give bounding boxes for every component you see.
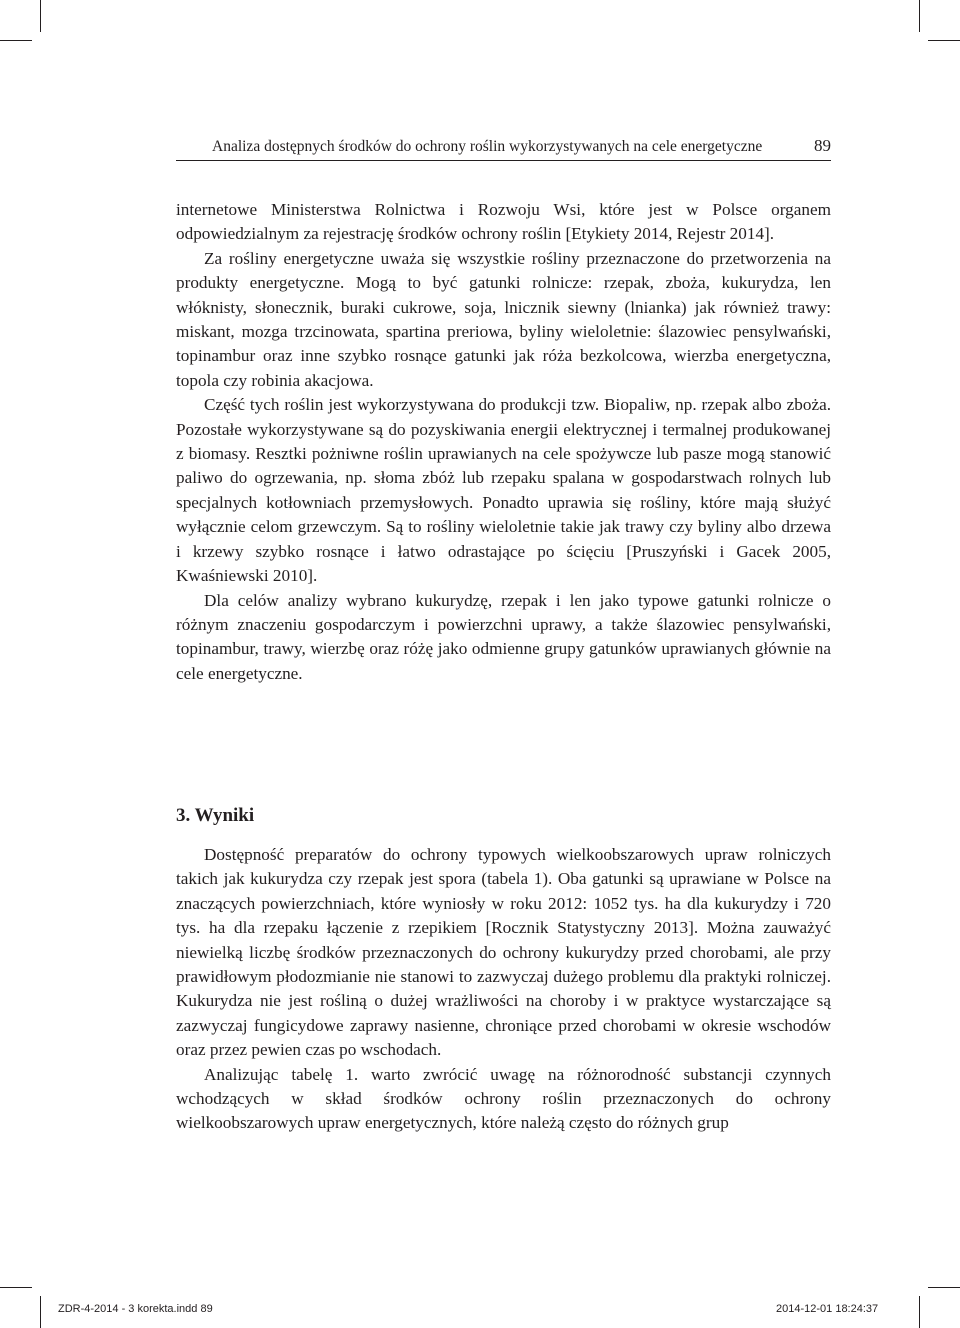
crop-mark — [919, 0, 920, 32]
paragraph: Dla celów analizy wybrano kukurydzę, rzepak i len jako typowe gatunki rolnicze o różnym znaczeniu gospodarczym i powierzchni uprawy, a także ślazowiec pensylwański, topinambur, trawy, wierzbę oraz różę jako odmienne grupy gatunków uprawianych głównie na cele energetyczne. — [176, 590, 831, 683]
crop-mark — [0, 1287, 32, 1288]
paragraph: Za rośliny energetyczne uważa się wszystkie rośliny przeznaczone do przetworzenia na produkty energetyczne. Mogą to być gatunki rolnicze: rzepak, zboża, kukurydza, len włóknisty, słonecznik, buraki cukrowe, soja, lnicznik siewny (lnianka) jak również trawy: miskant, mozga trzcinowata, spartina preriowa, byliny wieloletnie: ślazowiec pensylwański, topinambur oraz inne szybko rosnące gatunki jak róża bezkolcowa, wierzba energetyczna, topola czy robinia akacjowa. — [176, 248, 831, 390]
paragraph: internetowe Ministerstwa Rolnictwa i Rozwoju Wsi, które jest w Polsce organem odpowiedzialnym za rejestrację środków ochrony roślin [Etykiety 2014, Rejestr 2014]. — [176, 200, 831, 244]
running-header — [176, 136, 831, 161]
section-heading: 3. Wyniki — [176, 805, 255, 826]
crop-mark — [928, 40, 960, 41]
crop-mark — [0, 40, 32, 41]
paragraph: Część tych roślin jest wykorzystywana do produkcji tzw. Biopaliw, np. rzepak albo zboża. Pozostałe wykorzystywane są do pozyskiwania energii elektrycznej i termalnej produkowanej z biomasy. Resztki pożniwne roślin uprawianych na cele spożywcze lub pasze mogą stanowić paliwo do ogrzewania, np. słoma zbóż lub rzepaku spalana w gospodarstwach rolnych lub specjalnych kotłowniach przemysłowych. Ponadto uprawia się rośliny, które mają służyć wyłącznie celom grzewczym. Są to rośliny wieloletnie takie jak trawy czy byliny albo drzewa i krzewy szybko rosnące i łatwo odrastające po ścięciu [Pruszyński i Gacek 2005, Kwaśniewski 2010]. — [176, 395, 831, 586]
footer-timestamp: 2014-12-01 18:24:37 — [776, 1303, 879, 1315]
body-text-upper — [176, 198, 831, 686]
crop-mark — [919, 1296, 920, 1328]
running-header-title: Analiza dostępnych środków do ochrony roślin wykorzystywanych na cele energetyczne — [212, 138, 763, 155]
crop-mark — [40, 1296, 41, 1328]
paragraph: Analizując tabelę 1. warto zwrócić uwagę na różnorodność substancji czynnych wchodzących w skład środków ochrony roślin przeznaczonych do ochrony wielkoobszarowych upraw energetycznych, które należą często do różnych grup — [176, 1064, 831, 1133]
crop-mark — [928, 1287, 960, 1288]
footer-filename: ZDR-4-2014 - 3 korekta.indd 89 — [58, 1303, 213, 1315]
crop-mark — [40, 0, 41, 32]
page-number: 89 — [814, 136, 831, 155]
body-text-lower — [176, 843, 831, 1136]
paragraph: Dostępność preparatów do ochrony typowych wielkoobszarowych upraw rolniczych takich jak kukurydza czy rzepak jest spora (tabela 1). Oba gatunki są uprawiane w Polsce na znaczących powierzchniach, które wyniosły w roku 2012: 1052 tys. ha dla kukurydzy i 720 tys. ha dla rzepaku łączenie z rzepikiem [Rocznik Statystyczny 2013]. Można zauważyć niewielką liczbę środków przeznaczonych do ochrony kukurydzy przed chorobami, ale przy prawidłowym płodozmianie nie stanowi to zazwyczaj dużego problemu dla praktyki rolniczej. Kukurydza nie jest rośliną o dużej wrażliwości na choroby i w praktyce wystarczające są zazwyczaj fungicydowe zaprawy nasienne, chroniące przed chorobami w okresie wschodów oraz przez pewien czas po wschodach. — [176, 845, 831, 1060]
